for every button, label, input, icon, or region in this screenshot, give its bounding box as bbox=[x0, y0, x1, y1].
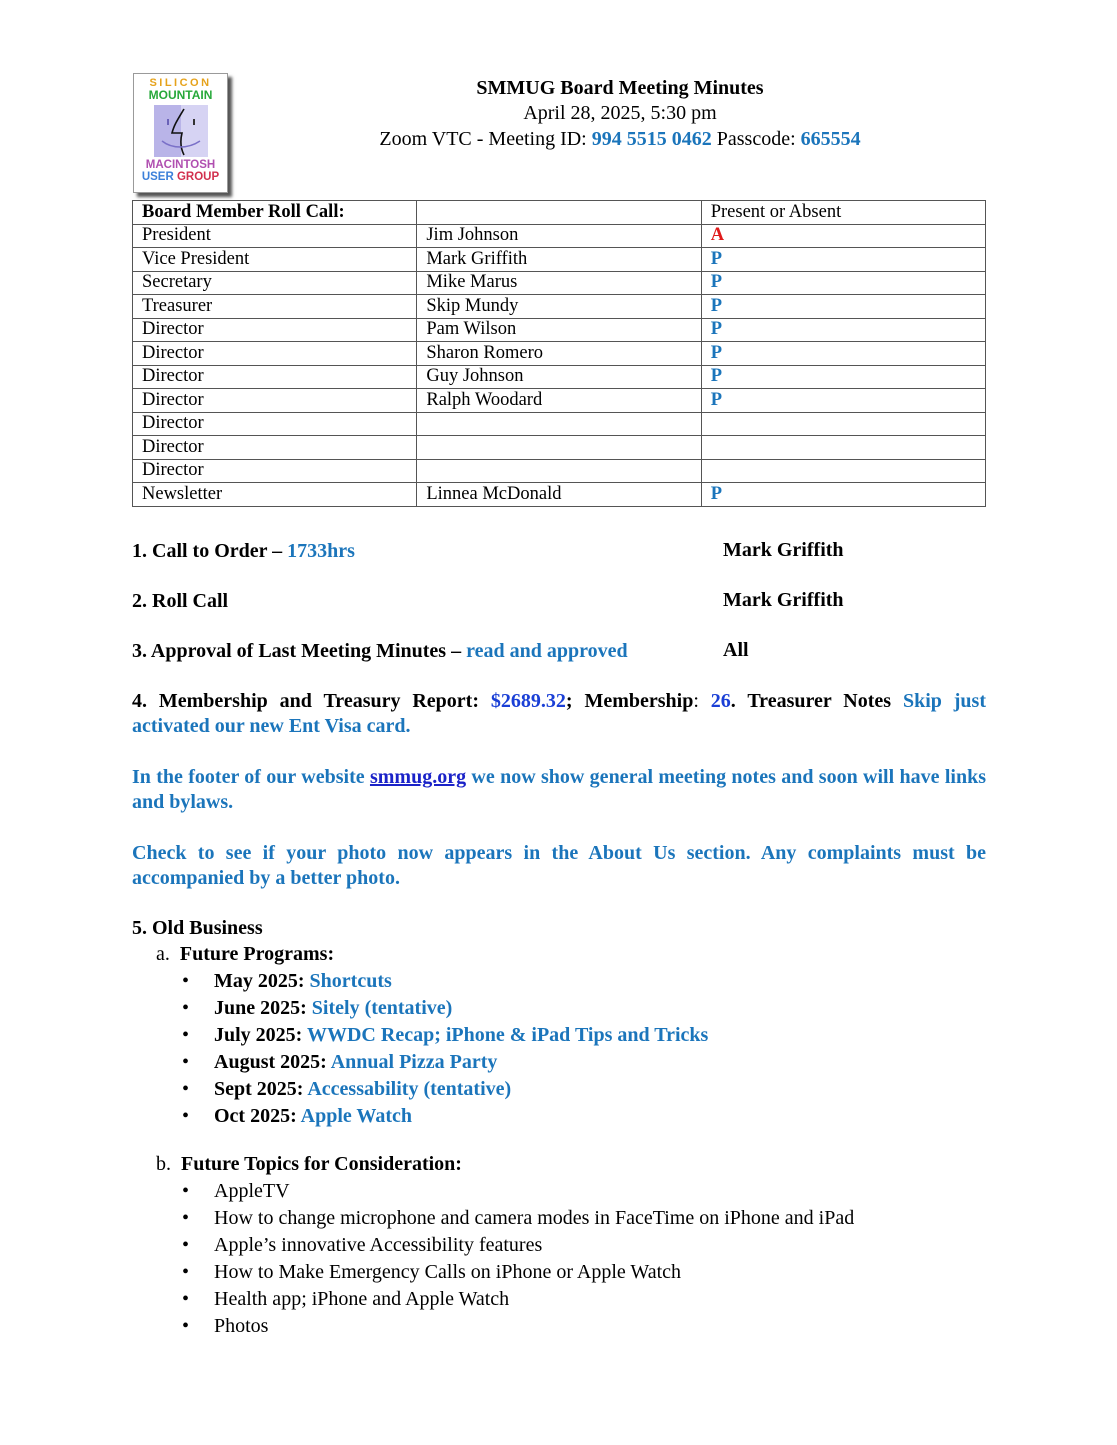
table-header-row bbox=[133, 201, 986, 225]
bullet-icon: • bbox=[182, 1207, 190, 1229]
attendance-status-cell: P bbox=[701, 295, 985, 319]
member-name-cell: Pam Wilson bbox=[417, 318, 701, 342]
topic-list-item bbox=[182, 1313, 854, 1340]
page-title: SMMUG Board Meeting Minutes bbox=[476, 77, 764, 99]
topic-text: Health app; iPhone and Apple Watch bbox=[214, 1288, 510, 1310]
bullet-icon: • bbox=[182, 1288, 190, 1310]
program-list-item bbox=[182, 1103, 708, 1130]
header-cell-status: Present or Absent bbox=[701, 201, 985, 225]
role-cell: Director bbox=[133, 412, 417, 436]
bullet-icon: • bbox=[182, 997, 190, 1019]
attendance-status-cell: P bbox=[701, 483, 985, 507]
bullet-icon: • bbox=[182, 1078, 190, 1100]
role-cell: Secretary bbox=[133, 271, 417, 295]
topic-list-item bbox=[182, 1178, 854, 1205]
agenda-item-approval bbox=[132, 639, 628, 664]
note-text: In the footer of our website bbox=[132, 766, 370, 788]
role-cell: Vice President bbox=[133, 248, 417, 272]
table-row bbox=[133, 224, 986, 248]
program-month: May 2025: bbox=[214, 970, 310, 992]
topic-text: How to Make Emergency Calls on iPhone or Apple Watch bbox=[214, 1261, 682, 1283]
table-row bbox=[133, 271, 986, 295]
program-month: August 2025: bbox=[214, 1051, 331, 1073]
role-cell: Director bbox=[133, 389, 417, 413]
logo-text-user: USER bbox=[141, 171, 174, 183]
bullet-icon: • bbox=[182, 1234, 190, 1256]
subsection-title: Future Programs: bbox=[179, 943, 335, 965]
role-cell: Treasurer bbox=[133, 295, 417, 319]
finder-face-icon bbox=[154, 105, 208, 157]
table-row bbox=[133, 412, 986, 436]
list-marker: a. bbox=[156, 943, 170, 965]
item-label: 1. Call to Order – bbox=[132, 540, 288, 562]
note-text: we now show general meeting notes and soon will have links and bylaws. bbox=[132, 766, 987, 813]
header-cell-name bbox=[417, 201, 701, 225]
agenda-item-old-business: 5. Old Business bbox=[132, 917, 263, 939]
member-name-cell: Skip Mundy bbox=[417, 295, 701, 319]
passcode: 665554 bbox=[800, 128, 861, 150]
program-month: Oct 2025: bbox=[214, 1105, 301, 1127]
program-topic: Shortcuts bbox=[309, 970, 392, 992]
program-month: Sept 2025: bbox=[214, 1078, 308, 1100]
website-footer-note bbox=[132, 765, 986, 815]
smmug-logo bbox=[133, 73, 228, 193]
subsection-future-topics bbox=[156, 1152, 462, 1177]
membership-label: ; Membership bbox=[565, 690, 694, 712]
member-name-cell: Jim Johnson bbox=[417, 224, 701, 248]
member-name-cell bbox=[417, 459, 701, 483]
zoom-info bbox=[330, 126, 910, 153]
member-name-cell: Guy Johnson bbox=[417, 365, 701, 389]
table-row bbox=[133, 295, 986, 319]
member-name-cell: Sharon Romero bbox=[417, 342, 701, 366]
topic-text: Photos bbox=[214, 1315, 269, 1337]
program-month: June 2025: bbox=[214, 997, 312, 1019]
program-list-item bbox=[182, 968, 708, 995]
roll-call-table bbox=[132, 200, 986, 507]
program-list-item bbox=[182, 1076, 708, 1103]
logo-text-silicon: SILICON bbox=[149, 77, 212, 89]
header-cell-role: Board Member Roll Call: bbox=[133, 201, 417, 225]
subsection-future-programs bbox=[156, 942, 334, 967]
topic-text: Apple’s innovative Accessibility features bbox=[214, 1234, 543, 1256]
role-cell: Director bbox=[133, 318, 417, 342]
logo-text-macintosh: MACINTOSH bbox=[145, 159, 216, 171]
table-row bbox=[133, 436, 986, 460]
program-list-item bbox=[182, 1049, 708, 1076]
future-programs-list bbox=[182, 968, 708, 1130]
smmug-link[interactable]: smmug.org bbox=[369, 766, 467, 788]
item-presenter: Mark Griffith bbox=[723, 589, 844, 611]
table-row bbox=[133, 342, 986, 366]
bullet-icon: • bbox=[182, 1180, 190, 1202]
topic-list-item bbox=[182, 1259, 854, 1286]
treasurer-notes: Skip just activated our new Ent Visa card. bbox=[132, 690, 986, 737]
member-name-cell: Linnea McDonald bbox=[417, 483, 701, 507]
attendance-status-cell: P bbox=[701, 271, 985, 295]
bullet-icon: • bbox=[182, 1051, 190, 1073]
program-list-item bbox=[182, 1022, 708, 1049]
bullet-icon: • bbox=[182, 1261, 190, 1283]
membership-count: 26 bbox=[710, 690, 731, 712]
membership-colon: : bbox=[693, 690, 711, 712]
treasurer-notes-label: . Treasurer Notes bbox=[730, 690, 903, 712]
bullet-icon: • bbox=[182, 970, 190, 992]
agenda-item-call-to-order bbox=[132, 539, 355, 564]
document-header bbox=[330, 76, 910, 153]
topic-text: How to change microphone and camera modes in FaceTime on iPhone and iPad bbox=[214, 1207, 855, 1229]
agenda-item-treasury bbox=[132, 689, 986, 739]
logo-text-user-group bbox=[134, 171, 227, 183]
attendance-status-cell: P bbox=[701, 318, 985, 342]
program-topic: WWDC Recap; iPhone & iPad Tips and Tricks bbox=[306, 1024, 709, 1046]
bullet-icon: • bbox=[182, 1105, 190, 1127]
member-name-cell: Mark Griffith bbox=[417, 248, 701, 272]
approval-status: read and approved bbox=[466, 640, 628, 662]
attendance-status-cell: A bbox=[701, 224, 985, 248]
topic-list-item bbox=[182, 1205, 854, 1232]
attendance-status-cell: P bbox=[701, 248, 985, 272]
role-cell: Director bbox=[133, 342, 417, 366]
photo-note: Check to see if your photo now appears in the About Us section. Any complaints must be accompanied by a better photo. bbox=[132, 842, 986, 889]
call-time: 1733hrs bbox=[287, 540, 355, 562]
program-month: July 2025: bbox=[214, 1024, 307, 1046]
program-topic: Sitely (tentative) bbox=[311, 997, 453, 1019]
role-cell: Director bbox=[133, 459, 417, 483]
list-marker: b. bbox=[156, 1153, 171, 1175]
future-topics-list bbox=[182, 1178, 854, 1340]
attendance-status-cell bbox=[701, 436, 985, 460]
attendance-status-cell: P bbox=[701, 342, 985, 366]
table-row bbox=[133, 248, 986, 272]
subsection-title: Future Topics for Consideration: bbox=[181, 1153, 462, 1175]
topic-list-item bbox=[182, 1232, 854, 1259]
topic-list-item bbox=[182, 1286, 854, 1313]
table-row bbox=[133, 389, 986, 413]
program-list-item bbox=[182, 995, 708, 1022]
meeting-id: 994 5515 0462 bbox=[591, 128, 712, 150]
logo-text-mountain: MOUNTAIN bbox=[148, 88, 213, 102]
attendance-status-cell bbox=[701, 459, 985, 483]
zoom-prefix: Zoom VTC - Meeting ID: bbox=[379, 128, 592, 150]
program-topic: Annual Pizza Party bbox=[330, 1051, 498, 1073]
program-topic: Apple Watch bbox=[300, 1105, 412, 1127]
item-presenter: All bbox=[723, 639, 749, 661]
role-cell: Director bbox=[133, 365, 417, 389]
table-row bbox=[133, 459, 986, 483]
item-label: 4. Membership and Treasury Report: bbox=[132, 690, 491, 712]
item-presenter: Mark Griffith bbox=[723, 539, 844, 561]
attendance-status-cell bbox=[701, 412, 985, 436]
role-cell: Director bbox=[133, 436, 417, 460]
treasury-amount: $2689.32 bbox=[490, 690, 566, 712]
table-row bbox=[133, 318, 986, 342]
attendance-status-cell: P bbox=[701, 389, 985, 413]
table-row bbox=[133, 365, 986, 389]
logo-text-group: GROUP bbox=[176, 171, 220, 183]
topic-text: AppleTV bbox=[214, 1180, 290, 1202]
role-cell: President bbox=[133, 224, 417, 248]
attendance-status-cell: P bbox=[701, 365, 985, 389]
member-name-cell: Ralph Woodard bbox=[417, 389, 701, 413]
bullet-icon: • bbox=[182, 1315, 190, 1337]
table-row bbox=[133, 483, 986, 507]
role-cell: Newsletter bbox=[133, 483, 417, 507]
program-topic: Accessability (tentative) bbox=[307, 1078, 512, 1100]
member-name-cell bbox=[417, 436, 701, 460]
member-name-cell: Mike Marus bbox=[417, 271, 701, 295]
member-name-cell bbox=[417, 412, 701, 436]
passcode-label: Passcode: bbox=[711, 128, 801, 150]
meeting-date: April 28, 2025, 5:30 pm bbox=[523, 102, 717, 124]
agenda-item-roll-call: 2. Roll Call bbox=[132, 590, 229, 612]
item-label: 3. Approval of Last Meeting Minutes – bbox=[132, 640, 467, 662]
bullet-icon: • bbox=[182, 1024, 190, 1046]
